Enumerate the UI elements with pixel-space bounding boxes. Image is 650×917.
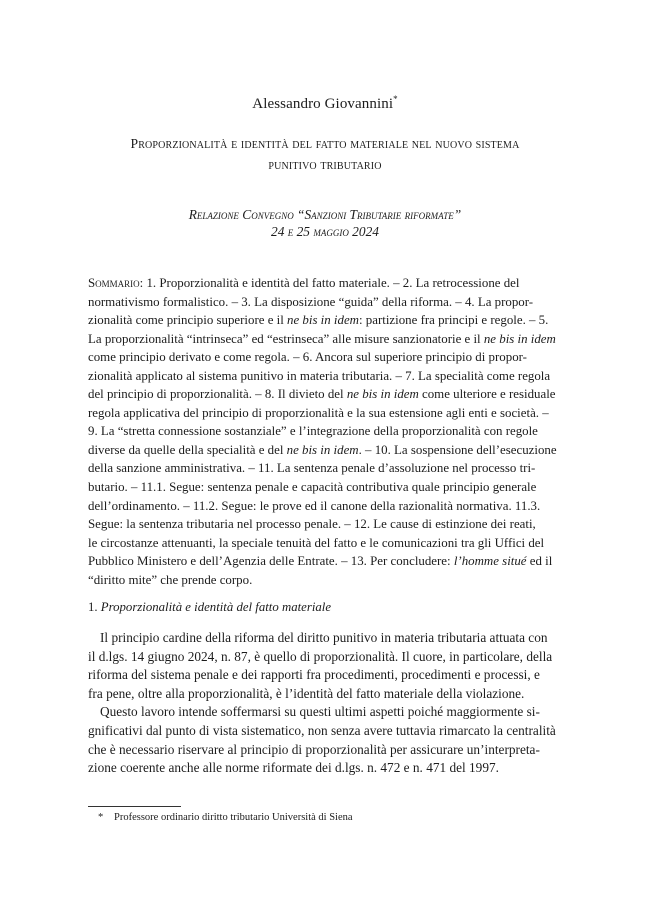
- author-footnote-mark: *: [393, 94, 398, 104]
- footnote-text: Professore ordinario diritto tributario Università di Siena: [114, 812, 353, 823]
- subtitle-line-1: Relazione Convegno “Sanzioni Tributarie riformate”: [188, 207, 462, 222]
- footnote-mark: *: [98, 812, 104, 823]
- section-title: Proporzionalità e identità del fatto materiale: [100, 600, 332, 614]
- summary-line: normativismo formalistico. – 3. La disposizione “guida” della riforma. – 4. La propor-: [88, 294, 534, 309]
- summary-line: della sanzione amministrativa. – 11. La sentenza penale d’assoluzione nel processo tri-: [88, 461, 536, 476]
- summary-line: le circostanze attenuanti, la speciale tenuità del fatto e le comunicazioni tra gli Uffici del: [88, 535, 545, 550]
- paper-title: [70, 133, 580, 175]
- subtitle-dates: 24 e 25 maggio 2024: [271, 224, 379, 239]
- body-line: fra pene, oltre alla proporzionalità, è l’identità del fatto materiale della violazione.: [88, 685, 525, 701]
- footnote-divider: [88, 806, 181, 807]
- summary-line: 9. La “stretta connessione sostanziale” e l’integrazione della proporzionalità con regole: [88, 424, 538, 439]
- body-line: il d.lgs. 14 giugno 2024, n. 87, è quello di proporzionalità. Il cuore, in particolare, della: [88, 648, 553, 664]
- body-line: Questo lavoro intende soffermarsi su questi ultimi aspetti poiché maggiormente si-: [100, 704, 540, 720]
- body-line: gnificativi dal punto di vista sistematico, non senza avere tuttavia rimarcato la centralità: [88, 722, 556, 738]
- summary-line: “diritto mite” che prende corpo.: [88, 572, 253, 587]
- footnote: [88, 812, 567, 823]
- title-line-1: Proporzionalità e identità del fatto materiale nel nuovo sistema: [130, 136, 520, 151]
- summary-line: dell’ordinamento. – 11.2. Segue: le prove ed il canone della razionalità normativa. 11.3.: [88, 498, 541, 513]
- summary-line: come principio derivato e come regola. – 6. Ancora sul superiore principio di propor-: [88, 350, 527, 365]
- summary-line: diverse da quelle della specialità e del ne bis in idem. – 10. La sospensione dell’esecuzione: [88, 442, 557, 457]
- summary-line: regola applicativa del principio di proporzionalità e la sua estensione agli enti e società. –: [88, 405, 549, 420]
- summary-line: butario. – 11.1. Segue: sentenza penale e capacità contributiva quale principio generale: [88, 480, 537, 495]
- conference-subtitle: [70, 206, 580, 240]
- body-line: che è necessario riservare al principio di proporzionalità per assicurare un’interpreta-: [88, 741, 540, 757]
- body-text: [88, 629, 567, 778]
- body-line: zione coerente anche alle norme riformate dei d.lgs. n. 472 e n. 471 del 1997.: [88, 760, 499, 776]
- summary-line: La proporzionalità “intrinseca” ed “estrinseca” alle misure sanzionatorie e il ne bis in idem: [88, 331, 556, 346]
- summary-block: [88, 274, 567, 589]
- summary-label: Sommario:: [88, 276, 144, 290]
- summary-line: del principio di proporzionalità. – 8. Il divieto del ne bis in idem come ulteriore e residuale: [88, 387, 556, 402]
- body-line: riforma del sistema penale e dei rapporti fra procedimenti, procedimenti e processi, e: [88, 667, 540, 683]
- summary-line: zionalità applicato al sistema punitivo in materia tributaria. – 7. La specialità come regola: [88, 368, 551, 383]
- summary-line: Segue: la sentenza tributaria nel processo penale. – 12. Le cause di estinzione dei reati,: [88, 517, 536, 532]
- summary-line: Pubblico Ministero e dell’Agenzia delle Entrate. – 13. Per concludere: l’homme situé ed il: [88, 554, 553, 569]
- body-line: Il principio cardine della riforma del diritto punitivo in materia tributaria attuata con: [100, 630, 548, 645]
- section-number: 1.: [88, 600, 101, 614]
- section-heading: [88, 600, 567, 615]
- author-name: Alessandro Giovannini*: [252, 94, 398, 112]
- title-line-2: punitivo tributario: [268, 157, 382, 172]
- summary-line: Sommario: 1. Proporzionalità e identità del fatto materiale. – 2. La retrocessione del: [88, 276, 520, 290]
- summary-line: zionalità come principio superiore e il ne bis in idem: partizione fra principi e regole. – 5.: [88, 313, 549, 328]
